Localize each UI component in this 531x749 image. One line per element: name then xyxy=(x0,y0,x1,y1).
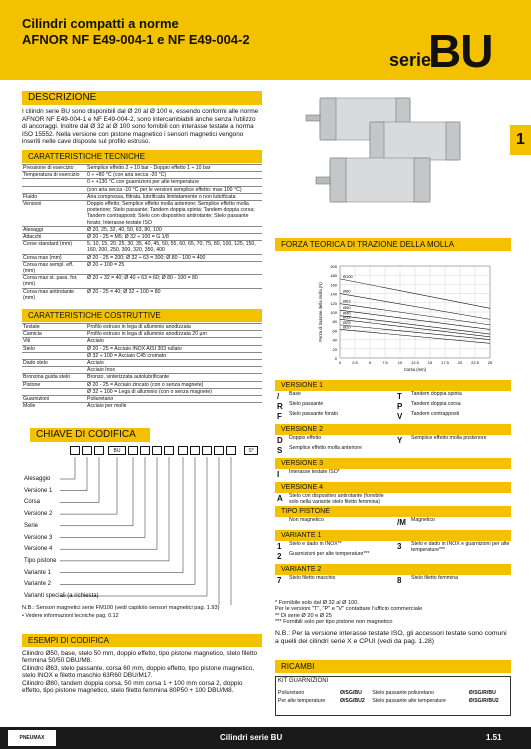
costruttive-table xyxy=(22,323,262,409)
series-label: Ø80 xyxy=(343,288,351,294)
y-tick-label: 20 xyxy=(332,346,337,352)
code-box xyxy=(214,446,224,455)
version-code: /M xyxy=(397,518,406,527)
note-line: *** Fornibili solo per tipo pistone non magnetico xyxy=(275,619,393,626)
versione-row xyxy=(275,576,511,586)
x-tick-label: 22.5 xyxy=(471,360,479,365)
header-series-code: BU xyxy=(428,25,493,77)
tech-key: Fluido xyxy=(22,193,86,200)
version-desc: Stelo passante forato xyxy=(289,411,339,417)
version-desc: Tandem doppia spinta xyxy=(411,391,462,397)
ricambi-row xyxy=(278,689,508,697)
code-box xyxy=(178,446,188,455)
ricambi-code: Ø/SG/R/BU2 xyxy=(468,698,499,704)
costruttive-value: Poliuretano xyxy=(86,396,262,403)
note-line: Per le versioni "T", "P" e "V" contattare l'ufficio commerciale xyxy=(275,606,423,613)
chapter-tab: 1 xyxy=(510,125,531,155)
page-footer xyxy=(0,727,531,749)
versione-heading: VARIANTE 1 xyxy=(275,530,511,541)
version-code: P xyxy=(397,402,403,411)
x-tick-label: 17.5 xyxy=(441,360,449,365)
y-tick-label: 200 xyxy=(330,264,337,269)
version-code: T xyxy=(397,392,402,401)
code-box xyxy=(94,446,104,455)
tech-key: Corsa max (mm) xyxy=(22,254,86,261)
version-code: 1 xyxy=(277,542,282,551)
versione-heading: VERSIONE 1 xyxy=(275,380,511,391)
esempi-text: Cilindro Ø50, base, stelo 50 mm, doppio effetto, tipo pistone magnetico, stelo filetto femmina 50/50 DBU/M8. Cilindro Ø63, stelo passante, corsa 60 mm, doppio effetto, tipo pistone magnetico, stelo INOX e filetto maschio 63R60 DBU/M17. Cilindro Ø80, tandem doppia corsa, 50 mm corsa 1 + 100 mm corsa 2, doppio effetto, tipo pistone magnetico, stelo filetto femmina 80P50 + 100 DBU/M8. xyxy=(22,650,258,695)
costruttive-key: Guarnizioni xyxy=(22,396,86,403)
costruttive-value: Ø 20 - 25 = Acciaio INOX AISI 303 rullato xyxy=(86,345,262,352)
tech-table xyxy=(22,164,262,301)
costruttive-key: Camicia xyxy=(22,331,86,338)
costruttive-row xyxy=(22,324,262,331)
version-desc: Semplice effetto molla posteriore xyxy=(411,435,487,441)
tech-key: Corsa max antirotante (mm) xyxy=(22,288,86,301)
tech-value: Ø 20 - 25 = 40; Ø 32 ÷ 100 = 80 xyxy=(86,288,262,301)
costruttive-row xyxy=(22,367,262,374)
code-box xyxy=(70,446,80,455)
y-tick-label: 120 xyxy=(330,300,337,306)
costruttive-row xyxy=(22,396,262,403)
costruttive-key: Dado stelo xyxy=(22,360,86,367)
versione-heading: VERSIONE 3 xyxy=(275,458,511,469)
costruttive-value: Acciaio per molle xyxy=(86,403,262,410)
code-box xyxy=(190,446,200,455)
ricambi-box xyxy=(275,676,511,716)
tech-key: Corsa max sempl. eff. (mm) xyxy=(22,261,86,274)
costruttive-key xyxy=(22,352,86,359)
tech-key: Corse standard (mm) xyxy=(22,241,86,254)
tech-value: 0 ÷ +80 °C (con aria secca -20 °C) xyxy=(86,172,262,179)
version-code: 3 xyxy=(397,542,402,551)
costruttive-key: Stelo xyxy=(22,345,86,352)
ricambi-table xyxy=(278,689,508,705)
tech-value: Doppio effetto; Semplice effetto molla anteriore; Semplice effetto molla posteriore; Stelo passante; Tandem doppia spinta; Tandem doppia corsa; Tandem contrapposti; Stelo con dispositivo antirotante; Stelo passante forato; Interasse testate ISO xyxy=(86,201,262,227)
costruttive-row xyxy=(22,374,262,381)
tech-row xyxy=(22,275,262,288)
series-label: Ø32 xyxy=(343,314,351,320)
version-code: I xyxy=(277,470,280,479)
version-desc: Stelo filetto femmina xyxy=(411,575,458,581)
y-tick-label: 160 xyxy=(330,282,337,288)
descrizione-text: I cilindri serie BU sono disponibili dal Ø 20 al Ø 100 e, essendo conformi alle norme AFNOR NF E49-004-1 e NF E49-004-2, sono intercambiabili anche senza l'utilizzo di ancoraggi. Inoltre dal Ø 32 al Ø 100 sono fornibili con interasse testate a norma ISO 15552. Nella versione con pistone magnetico i sensori magnetici vengono inseriti nelle cave disposte sul profilo estruso. xyxy=(22,108,259,146)
costruttive-row xyxy=(22,338,262,345)
version-desc: Stelo e dado in INOX** xyxy=(289,541,342,547)
code-box xyxy=(128,446,138,455)
tech-row xyxy=(22,261,262,274)
ricambi-desc: Stelo passante poliuretano xyxy=(372,690,434,696)
code-key-label: Tipo pistone xyxy=(24,557,57,564)
version-code: 8 xyxy=(397,576,402,585)
tech-key: Versioni xyxy=(22,201,86,227)
x-axis-label: Corsa (mm) xyxy=(403,367,427,372)
code-key-label: Alesaggio xyxy=(24,476,51,482)
costruttive-value: Profilo estruso in lega di alluminio anodizzata xyxy=(86,324,262,331)
series-label: Ø50 xyxy=(343,305,351,311)
tech-row xyxy=(22,254,262,261)
ricambi-desc: Stelo passante alte temperature xyxy=(372,698,446,704)
code-key-label: Versione 2 xyxy=(24,511,53,518)
code-key-label: Serie xyxy=(24,522,39,529)
versione-heading: TIPO PISTONE xyxy=(275,506,511,517)
costruttive-value: Ø 32 ÷ 100 = Lega di alluminio (con o senza magnete) xyxy=(86,388,262,395)
version-desc: Tandem doppia corsa xyxy=(411,401,461,407)
tech-key: Corsa max st. pass. for. (mm) xyxy=(22,275,86,288)
code-box: BU xyxy=(108,446,126,455)
ricambi-heading: RICAMBI xyxy=(275,660,511,673)
versione-heading: VARIANTE 2 xyxy=(275,564,511,575)
y-tick-label: 100 xyxy=(330,310,337,315)
tech-key: Temperatura di esercizio xyxy=(22,172,86,179)
code-box xyxy=(152,446,162,455)
versione-row xyxy=(275,412,511,422)
version-code: R xyxy=(277,402,283,411)
version-desc: Stelo con dispositivo antirotante (fornibile solo nella variante stelo filetto femmina) xyxy=(289,493,384,505)
version-code: 2 xyxy=(277,552,282,561)
footer-title: Cilindri serie BU xyxy=(220,733,283,742)
code-key-label: Versione 4 xyxy=(24,546,53,553)
versione-row xyxy=(275,518,511,528)
tech-row xyxy=(22,234,262,241)
y-tick-label: 140 xyxy=(330,291,337,297)
costruttive-value: Acciaio xyxy=(86,338,262,345)
ricambi-row xyxy=(278,697,508,705)
note-line: ** Di serie Ø 20 e Ø 25 xyxy=(275,612,332,619)
tech-value: Semplice effetto 2 ÷ 10 bar - Doppio effetto 1 ÷ 10 bar xyxy=(86,165,262,172)
costruttive-value: Acciaio xyxy=(86,360,262,367)
series-label: Ø25 xyxy=(343,319,351,325)
chiave-heading: CHIAVE DI CODIFICA xyxy=(30,428,150,442)
code-key-label: Versione 3 xyxy=(24,534,53,541)
tech-row xyxy=(22,288,262,301)
versione-heading: VERSIONE 2 xyxy=(275,424,511,435)
y-tick-label: 180 xyxy=(330,273,337,279)
tech-value: 5, 10, 15, 20, 25, 30, 35, 40, 45, 50, 55, 60, 65, 70, 75, 80, 100, 125, 150, 160, 200, 250, 300, 320, 350, 400 xyxy=(86,241,262,254)
tech-row xyxy=(22,201,262,227)
series-label: Ø100 xyxy=(343,273,353,279)
tech-value: Ø 20, 25, 32, 40, 50, 63, 80, 100 xyxy=(86,226,262,233)
ricambi-desc: Per alte temperature xyxy=(278,698,326,704)
versione-row xyxy=(275,470,511,480)
y-tick-label: 60 xyxy=(332,328,337,334)
costruttive-row xyxy=(22,352,262,359)
version-code: A xyxy=(277,494,283,503)
versione-row xyxy=(275,552,511,562)
ricambi-code: Ø/SG/R/BU xyxy=(468,690,496,696)
version-desc: Interasse testate ISO* xyxy=(289,469,340,475)
costruttive-row xyxy=(22,331,262,338)
header-title-line2: AFNOR NF E49-004-1 e NF E49-004-2 xyxy=(22,32,250,47)
forza-heading: FORZA TEORICA DI TRAZIONE DELLA MOLLA xyxy=(275,238,511,251)
version-code: S xyxy=(277,446,283,455)
x-tick-label: 20 xyxy=(457,360,463,365)
code-box xyxy=(82,446,92,455)
tech-row xyxy=(22,172,262,179)
costruttive-value: Acciaio Inox xyxy=(86,367,262,374)
costruttive-row xyxy=(22,360,262,367)
version-code: Y xyxy=(397,436,403,445)
version-desc: Magnetico xyxy=(411,517,435,523)
code-key-label: Variante 2 xyxy=(24,581,51,588)
version-desc: Tandem contrapposti xyxy=(411,411,460,417)
costruttive-row xyxy=(22,403,262,410)
costruttive-key: Pistone xyxy=(22,381,86,388)
version-code: D xyxy=(277,436,283,445)
costruttive-value: Ø 20 - 25 = Acciaio zincato (con o senza magnete) xyxy=(86,381,262,388)
tech-key xyxy=(22,186,86,193)
y-tick-label: 0 xyxy=(334,356,337,361)
chiave-nb1: N.B.: Sensori magnetici serie FM100 (vedi capitolo sensori magnetici pag. 1.93) xyxy=(22,605,220,611)
version-desc: Doppio effetto xyxy=(289,435,322,441)
x-tick-label: 25 xyxy=(487,360,493,365)
versione-row xyxy=(275,494,511,504)
ricambi-desc: Poliuretano xyxy=(278,690,305,696)
code-key-label: Corsa xyxy=(24,499,41,506)
tech-value: Ø 20 - 25 = M5; Ø 32 ÷ 100 = G 1/8 xyxy=(86,234,262,241)
series-label: Ø63 xyxy=(343,298,351,304)
series-label: Ø40 xyxy=(343,310,351,316)
tech-value: Ø 20 - 25 = 200; Ø 32 ÷ 63 = 300; Ø 80 - 100 = 400 xyxy=(86,254,262,261)
esempi-heading: ESEMPI DI CODIFICA xyxy=(22,634,262,647)
code-box: S* xyxy=(244,446,258,455)
tech-value: Aria compressa, filtrata, lubrificata limitatamente o non lubrificata xyxy=(86,193,262,200)
version-code: 7 xyxy=(277,576,282,585)
versione-row xyxy=(275,446,511,456)
version-desc: Stelo e dado in INOX e guarnizioni per alte temperature*** xyxy=(411,541,510,553)
code-key-label: Variante 1 xyxy=(24,569,51,576)
version-desc: Non magnetico xyxy=(289,517,324,523)
tech-value: Ø 20 ÷ 100 = 25 xyxy=(86,261,262,274)
y-tick-label: 80 xyxy=(332,319,337,325)
version-desc: Stelo filetto maschio xyxy=(289,575,336,581)
tech-row xyxy=(22,193,262,200)
code-box xyxy=(202,446,212,455)
page-header xyxy=(0,0,531,80)
version-desc: Semplice effetto molla anteriore xyxy=(289,445,362,451)
version-desc: Base xyxy=(289,391,301,397)
header-serie: serie xyxy=(389,50,432,70)
tech-value: Ø 20 ÷ 32 = 40; Ø 40 ÷ 63 = 60; Ø 80 - 100 = 80 xyxy=(86,275,262,288)
tech-value: (con aria secca -10 °C per le versioni semplice effetto: max 100 °C) xyxy=(86,186,262,193)
tech-key: Pressione di esercizio xyxy=(22,165,86,172)
costruttive-key: Viti xyxy=(22,338,86,345)
x-tick-label: 12.5 xyxy=(411,360,419,365)
costruttive-key: Molle xyxy=(22,403,86,410)
version-code: F xyxy=(277,412,282,421)
costruttive-key xyxy=(22,388,86,395)
costruttive-key xyxy=(22,367,86,374)
x-tick-label: 7.5 xyxy=(382,360,388,365)
product-image xyxy=(300,86,500,206)
tech-key xyxy=(22,179,86,186)
costruttive-row xyxy=(22,345,262,352)
brand-logo: PNEUMAX xyxy=(8,730,56,746)
code-key-label: Varianti speciali (a richiesta) xyxy=(24,593,99,599)
x-tick-label: 2.5 xyxy=(352,360,358,365)
tech-heading: CARATTERISTICHE TECNICHE xyxy=(22,150,262,163)
x-tick-label: 5 xyxy=(368,360,372,365)
code-box xyxy=(164,446,174,455)
y-axis-label: Forza di trazione della molla (N) xyxy=(318,282,323,342)
header-title-line1: Cilindri compatti a norme xyxy=(22,16,179,31)
versioni-notes xyxy=(275,600,511,626)
tech-value: 0 ÷ +130 °C con guarnizioni per alte temperature xyxy=(86,179,262,186)
note-line: * Fornibile solo dal Ø 32 al Ø 100. xyxy=(275,600,359,606)
version-code: V xyxy=(397,412,403,421)
code-box xyxy=(226,446,236,455)
x-tick-label: 0 xyxy=(338,360,342,365)
chiave-nb2: • Vedere informazioni tecniche pag. 0.12 xyxy=(22,613,119,619)
tech-row xyxy=(22,186,262,193)
costruttive-value: Bronzo, sinterizzata autolubrificante xyxy=(86,374,262,381)
code-key-lines xyxy=(0,455,250,605)
costruttive-row xyxy=(22,381,262,388)
y-tick-label: 40 xyxy=(332,337,337,343)
version-desc: Guarnizioni per alte temperature*** xyxy=(289,551,370,557)
x-tick-label: 10 xyxy=(397,360,403,365)
tech-key: Alesaggi xyxy=(22,226,86,233)
version-desc: Stelo passante xyxy=(289,401,324,407)
code-key-label: Versione 1 xyxy=(24,487,53,494)
code-box xyxy=(140,446,150,455)
page-number: 1.51 xyxy=(486,733,502,742)
tech-key: Attacchi xyxy=(22,234,86,241)
costruttive-heading: CARATTERISTICHE COSTRUTTIVE xyxy=(22,309,262,322)
costruttive-row xyxy=(22,388,262,395)
ricambi-sub: KIT GUARNIZIONI xyxy=(278,678,329,684)
ricambi-code: Ø/SG/BU xyxy=(339,690,362,696)
tech-row xyxy=(22,165,262,172)
series-label: Ø20 xyxy=(343,324,351,330)
x-tick-label: 15 xyxy=(427,360,433,365)
tech-row xyxy=(22,226,262,233)
descrizione-heading: DESCRIZIONE xyxy=(22,91,262,105)
costruttive-key: Testate xyxy=(22,324,86,331)
ricambi-code: Ø/SG/BU2 xyxy=(339,698,365,704)
versione-heading: VERSIONE 4 xyxy=(275,482,511,493)
costruttive-value: Profilo estruso in lega di alluminio anodizzata 20 µm xyxy=(86,331,262,338)
costruttive-key: Bronzina guida stelo xyxy=(22,374,86,381)
versioni-nb: N.B.: Per la versione interasse testate ISO, gli accessori testate sono comuni a quelli dei cilindri serie X e CPUI (vedi da pag. 1.28) xyxy=(275,630,507,645)
tech-row xyxy=(22,241,262,254)
tech-row xyxy=(22,179,262,186)
costruttive-value: Ø 32 ÷ 100 = Acciaio C45 cromato xyxy=(86,352,262,359)
forza-chart xyxy=(300,258,500,376)
version-code: / xyxy=(277,392,280,401)
